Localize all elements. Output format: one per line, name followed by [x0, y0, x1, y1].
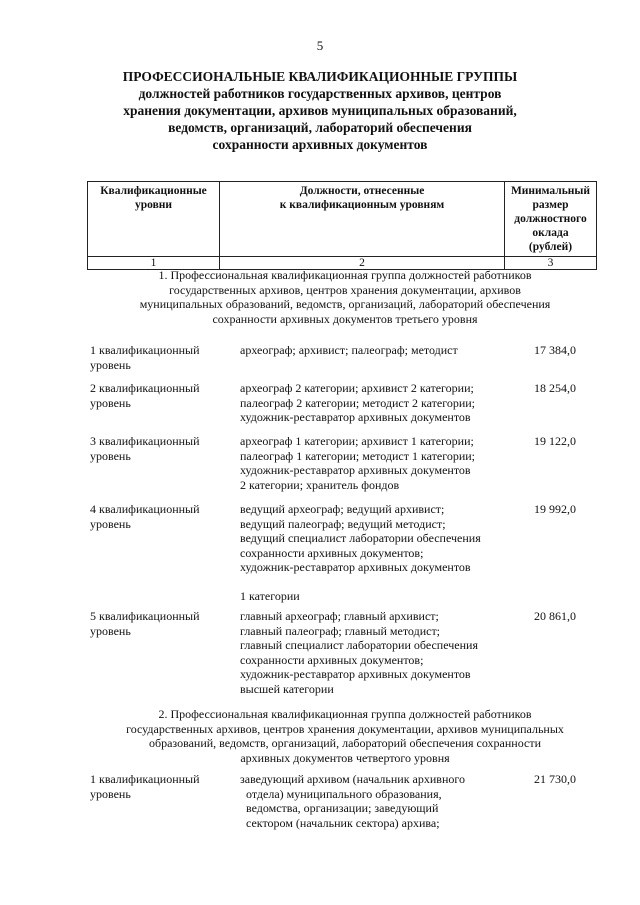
- level-text: уровень: [90, 623, 131, 638]
- header-levels: [88, 182, 220, 257]
- position-text: сохранности архивных документов;: [240, 652, 424, 667]
- level-text: 3 квалификационный: [90, 434, 200, 448]
- salary-value: 20 861,0: [534, 609, 576, 623]
- header-text: Минимальный: [510, 185, 591, 197]
- salary-value: 18 254,0: [534, 381, 576, 395]
- position-text: сектором (начальник сектора) архива;: [246, 815, 440, 830]
- group-title-line: государственных архивов, центров хранения документации, архивов муниципальных: [126, 721, 564, 736]
- position-text: отдела) муниципального образования,: [246, 786, 442, 801]
- header-text: к квалификационным уровням: [279, 199, 445, 211]
- level-cell: [90, 381, 230, 410]
- header-text: размер: [532, 199, 569, 211]
- position-text: палеограф 1 категории; методист 1 категории;: [240, 448, 476, 463]
- position-text: главный специалист лаборатории обеспечения: [240, 638, 478, 652]
- title-line: сохранности архивных документов: [212, 137, 428, 152]
- column-number: 2: [220, 257, 505, 270]
- header-text: должностного: [514, 213, 587, 225]
- header-text: Должности, отнесенные: [299, 185, 425, 197]
- header-text: Квалификационные: [100, 185, 207, 197]
- level-text: уровень: [90, 448, 131, 463]
- position-text: высшей категории: [240, 681, 334, 696]
- level-text: уровень: [90, 516, 131, 531]
- position-text: ведомства, организации; заведующий: [246, 801, 439, 815]
- position-text: художник-реставратор архивных документов: [240, 560, 471, 574]
- level-text: уровень: [90, 357, 131, 372]
- position-text: 1 категории: [240, 589, 300, 603]
- title-line: хранения документации, архивов муниципальных образований,: [123, 103, 517, 118]
- level-text: 1 квалификационный: [90, 772, 200, 786]
- title-line: должностей работников государственных архивов, центров: [138, 86, 502, 101]
- group-title-line: образований, ведомств, организаций, лабораторий обеспечения сохранности: [148, 736, 542, 750]
- position-text: палеограф 2 категории; методист 2 категории;: [240, 395, 476, 410]
- level-cell: [90, 434, 230, 463]
- position-text: сохранности архивных документов;: [240, 545, 424, 560]
- group-title-line: архивных документов четвертого уровня: [240, 750, 450, 765]
- group-title-line: государственных архивов, центров хранения документации, архивов: [169, 282, 521, 297]
- group-title: [90, 268, 600, 326]
- positions-cell: [240, 609, 510, 696]
- position-text: ведущий палеограф; ведущий методист;: [240, 516, 446, 531]
- position-text: ведущий археограф; ведущий архивист;: [240, 502, 445, 516]
- level-cell: [90, 609, 230, 638]
- position-text: заведующий архивом (начальник архивного: [240, 772, 466, 786]
- header-text: уровни: [134, 199, 173, 211]
- position-text: ведущий специалист лаборатории обеспечения: [240, 531, 481, 545]
- group-title-line: сохранности архивных документов третьего уровня: [212, 311, 478, 326]
- positions-cell: [240, 502, 510, 604]
- header-salary: [505, 182, 597, 257]
- level-text: уровень: [90, 786, 131, 801]
- level-cell: [90, 343, 230, 372]
- title-line: ПРОФЕССИОНАЛЬНЫЕ КВАЛИФИКАЦИОННЫЕ ГРУППЫ: [122, 69, 518, 84]
- header-text: (рублей): [528, 241, 573, 253]
- level-text: 2 квалификационный: [90, 381, 200, 395]
- positions-cell: [240, 434, 510, 492]
- header-positions: [220, 182, 505, 257]
- page-number: 5: [316, 38, 324, 53]
- position-text: главный палеограф; главный методист;: [240, 623, 441, 638]
- salary-value: 21 730,0: [534, 772, 576, 786]
- positions-cell: [240, 772, 510, 830]
- positions-cell: [240, 381, 510, 425]
- position-text: археограф 2 категории; архивист 2 категории;: [240, 381, 474, 395]
- group-title-line: муниципальных образований, ведомств, организаций, лабораторий обеспечения: [139, 297, 551, 311]
- position-text: археограф 1 категории; архивист 1 категории;: [240, 434, 474, 448]
- level-text: 5 квалификационный: [90, 609, 200, 623]
- column-number: 3: [505, 257, 597, 270]
- position-text: художник-реставратор архивных документов: [240, 667, 471, 681]
- salary-value: 19 992,0: [534, 502, 576, 516]
- level-cell: [90, 772, 230, 801]
- group-title-line: 2. Профессиональная квалификационная группа должностей работников: [158, 707, 532, 721]
- position-text: главный археограф; главный архивист;: [240, 609, 439, 623]
- header-text: оклада: [532, 227, 569, 239]
- level-text: уровень: [90, 395, 131, 410]
- position-text: [240, 575, 510, 590]
- salary-value: 17 384,0: [534, 343, 576, 357]
- level-text: 4 квалификационный: [90, 502, 200, 516]
- position-text: 2 категории; хранитель фондов: [240, 477, 400, 492]
- position-text: археограф; архивист; палеограф; методист: [240, 343, 458, 357]
- table-header: [87, 181, 597, 270]
- position-text: художник-реставратор архивных документов: [240, 410, 471, 424]
- title-line: ведомств, организаций, лабораторий обеспечения: [168, 120, 472, 135]
- column-number: 1: [88, 257, 220, 270]
- group-title-line: 1. Профессиональная квалификационная группа должностей работников: [158, 268, 532, 282]
- salary-value: 19 122,0: [534, 434, 576, 448]
- position-text: художник-реставратор архивных документов: [240, 463, 471, 477]
- group-title: [90, 707, 600, 765]
- document-title: [80, 68, 560, 153]
- positions-cell: [240, 343, 510, 358]
- level-cell: [90, 502, 230, 531]
- level-text: 1 квалификационный: [90, 343, 200, 357]
